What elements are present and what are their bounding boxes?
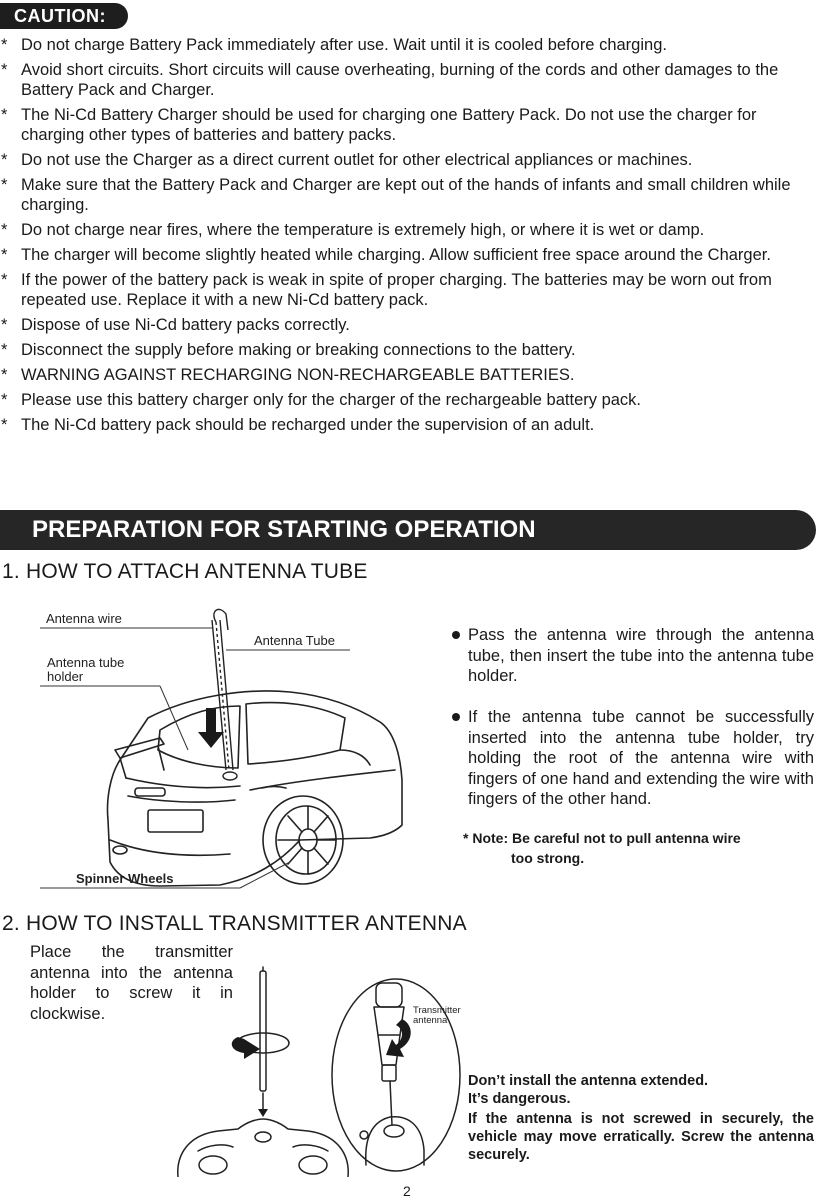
page-number: 2 — [403, 1183, 411, 1199]
step1-bullet-2 — [452, 707, 814, 810]
step2-heading: 2. HOW TO INSTALL TRANSMITTER ANTENNA — [2, 912, 467, 935]
step1-bullet-1 — [452, 625, 814, 687]
bullet-marker: * — [1, 246, 8, 264]
warning-line1: Don’t install the antenna extended. — [468, 1073, 709, 1089]
bullet-marker: * — [1, 36, 8, 54]
note-line1: * Note: Be careful not to pull antenna wire — [463, 830, 741, 846]
antenna-tube-label: Antenna Tube — [254, 633, 335, 648]
caution-text: The charger will become slightly heated while charging. Allow sufficient free space around the Charger. — [21, 246, 771, 264]
bullet-marker: * — [1, 391, 8, 409]
list-item — [0, 315, 811, 335]
car-illustration — [40, 600, 450, 900]
antenna-wire-label: Antenna wire — [46, 611, 122, 626]
list-item — [0, 175, 811, 215]
bullet-marker: * — [1, 151, 8, 169]
section-banner: PREPARATION FOR STARTING OPERATION — [0, 510, 816, 550]
caution-text: Avoid short circuits. Short circuits will cause overheating, burning of the cords and other damages to the Battery Pack and Charger. — [21, 61, 779, 99]
note-line2: too strong. — [511, 850, 585, 866]
bullet-marker: * — [1, 366, 8, 384]
caution-text: Dispose of use Ni-Cd battery packs correctly. — [21, 316, 350, 334]
bullet-dot — [452, 631, 460, 639]
list-item — [0, 245, 811, 265]
transmitter-antenna-illustration — [168, 965, 464, 1177]
bullet-marker: * — [1, 416, 8, 434]
step2-instruction: Place the transmitter antenna into the antenna holder to screw it in clockwise. — [30, 943, 233, 1023]
transmitter-illustration — [168, 965, 464, 1177]
list-item — [0, 150, 811, 170]
caution-text: Do not charge Battery Pack immediately after use. Wait until it is cooled before charging. — [21, 36, 667, 54]
caution-badge: CAUTION: — [0, 3, 128, 29]
bullet-text: Pass the antenna wire through the antenna tube, then insert the tube into the antenna tube holder. — [468, 626, 814, 685]
bullet-marker: * — [1, 221, 8, 239]
holder-label-line2: holder — [47, 669, 84, 684]
bullet-marker: * — [1, 316, 8, 334]
step1-note — [463, 828, 741, 868]
warning-paragraph: If the antenna is not screwed in securely, the vehicle may move erratically. Screw the antenna securely. — [468, 1111, 814, 1163]
caution-list — [0, 35, 816, 440]
caution-text: If the power of the battery pack is weak in spite of proper charging. The batteries may be worn out from repeated use. Replace it with a new Ni-Cd battery pack. — [21, 271, 772, 309]
car-antenna-illustration — [40, 600, 450, 900]
bullet-marker: * — [1, 341, 8, 359]
transmitter-label-line2: antenna — [413, 1015, 448, 1026]
list-item — [0, 340, 811, 360]
spinner-wheels-label: Spinner Wheels — [76, 871, 174, 886]
list-item — [0, 270, 811, 310]
bullet-marker: * — [1, 176, 8, 194]
transmitter-label-line1: Transmitter — [413, 1005, 461, 1016]
list-item — [0, 35, 811, 55]
caution-text: Disconnect the supply before making or breaking connections to the battery. — [21, 341, 576, 359]
list-item — [0, 365, 811, 385]
list-item — [0, 60, 811, 100]
step1-heading: 1. HOW TO ATTACH ANTENNA TUBE — [2, 560, 368, 583]
transmitter-antenna-label — [413, 1006, 461, 1026]
caution-text: Do not charge near fires, where the temperature is extremely high, or where it is wet or damp. — [21, 221, 705, 239]
bullet-dot — [452, 713, 460, 721]
bullet-marker: * — [1, 271, 8, 289]
bullet-marker: * — [1, 106, 8, 124]
list-item — [0, 390, 811, 410]
list-item — [0, 220, 811, 240]
caution-text: Make sure that the Battery Pack and Charger are kept out of the hands of infants and small children while charging. — [21, 176, 791, 214]
warning-line2: It’s dangerous. — [468, 1091, 571, 1107]
list-item — [0, 415, 811, 435]
step2-warning — [468, 1072, 814, 1164]
caution-text: Do not use the Charger as a direct current outlet for other electrical appliances or machines. — [21, 151, 693, 169]
bullet-marker: * — [1, 61, 8, 79]
holder-label-line1: Antenna tube — [47, 655, 125, 670]
bullet-text: If the antenna tube cannot be successfully inserted into the antenna tube holder, try holding the root of the antenna wire with fingers of one hand and extending the wire with fingers of the other hand. — [468, 708, 814, 808]
caution-text: The Ni-Cd battery pack should be recharged under the supervision of an adult. — [21, 416, 595, 434]
caution-text: The Ni-Cd Battery Charger should be used for charging one Battery Pack. Do not use the charger for charging other types of batteries and battery packs. — [21, 106, 757, 144]
caution-text: Please use this battery charger only for the charger of the rechargeable battery pack. — [21, 391, 642, 409]
caution-text: WARNING AGAINST RECHARGING NON-RECHARGEABLE BATTERIES. — [21, 366, 575, 384]
antenna-tube-holder-label — [47, 656, 124, 684]
list-item — [0, 105, 811, 145]
